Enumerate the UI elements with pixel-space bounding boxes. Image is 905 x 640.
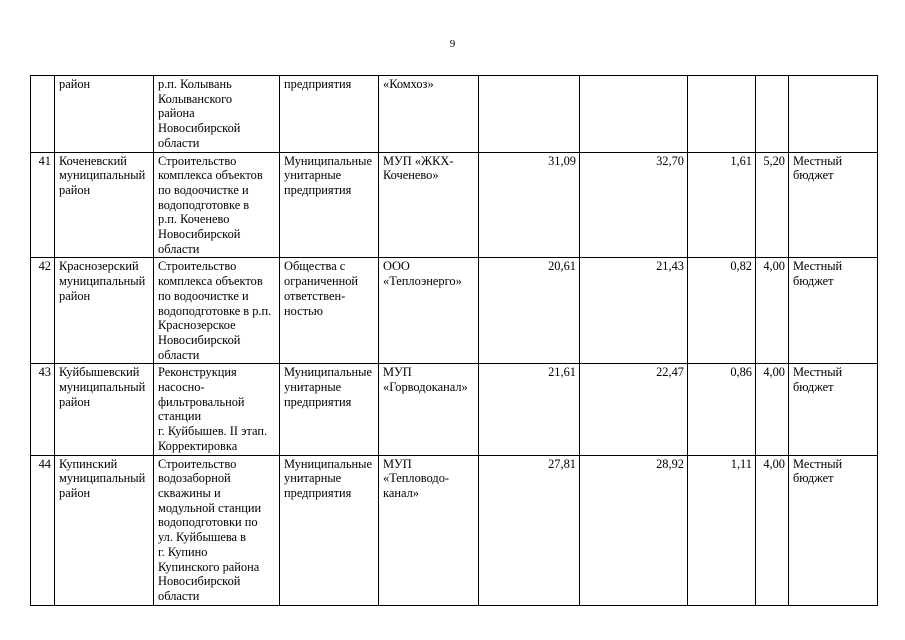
cell-org-form-line: унитарные (284, 380, 342, 395)
cell-project-line: водоподготовке в (158, 197, 250, 212)
cell-funding-source (789, 364, 878, 455)
cell-district-line: район (59, 288, 91, 303)
cell-org-form-line: предприятия (284, 394, 352, 409)
cell-project-line: скважины и (158, 485, 221, 500)
cell-project (154, 258, 280, 364)
cell-project-line: Строительство (158, 153, 237, 168)
cell-org-name-line: МУП «ЖКХ- (383, 153, 454, 168)
cell-org-form-line: ответствен- (284, 288, 346, 303)
cell-project-line: Новосибирской (158, 574, 241, 589)
cell-value-1: 21,61 (479, 364, 580, 455)
cell-project-line: области (158, 588, 200, 603)
table-row (31, 258, 878, 364)
cell-project-line: Краснозерское (158, 318, 236, 333)
cell-value-3: 0,82 (688, 258, 756, 364)
cell-project-line: водоподготовки по (158, 515, 258, 530)
cell-funding-source (789, 455, 878, 605)
cell-district-line: район (59, 485, 91, 500)
cell-row-number: 44 (31, 455, 55, 605)
investment-program-table (30, 75, 878, 606)
cell-district-line: муниципальный (59, 168, 146, 183)
cell-org-name-line: МУП (383, 456, 412, 471)
cell-district (55, 76, 154, 153)
cell-value-2 (580, 76, 688, 153)
cell-value-3 (688, 76, 756, 153)
cell-org-form (280, 455, 379, 605)
cell-value-1: 20,61 (479, 258, 580, 364)
cell-value-4: 4,00 (756, 364, 789, 455)
cell-value-2: 32,70 (580, 152, 688, 258)
cell-project-line: станции (158, 409, 202, 424)
cell-district-line: Куйбышевский (59, 365, 140, 380)
cell-district-line: муниципальный (59, 380, 146, 395)
cell-funding-source-line: Местный (793, 365, 843, 380)
cell-org-form (280, 152, 379, 258)
cell-org-form-line: предприятия (284, 182, 352, 197)
cell-project-line: г. Куйбышев. II этап. (158, 424, 268, 439)
cell-district (55, 455, 154, 605)
cell-project-line: комплекса объектов (158, 168, 263, 183)
cell-value-3: 0,86 (688, 364, 756, 455)
cell-project-line: области (158, 135, 200, 150)
cell-funding-source (789, 152, 878, 258)
cell-org-form-line: предприятия (284, 77, 352, 91)
cell-value-4: 4,00 (756, 455, 789, 605)
table-row (31, 455, 878, 605)
cell-org-name-line: ООО (383, 259, 410, 274)
cell-org-name-line: канал» (383, 485, 419, 500)
cell-district-line: Коченевский (59, 153, 127, 168)
cell-org-form-line: ностью (284, 303, 323, 318)
cell-value-2: 28,92 (580, 455, 688, 605)
cell-funding-source (789, 258, 878, 364)
cell-project-line: г. Купино (158, 544, 208, 559)
cell-org-form-line: Общества с (284, 259, 346, 274)
cell-org-form-line: предприятия (284, 485, 352, 500)
cell-project-line: Новосибирской (158, 227, 241, 242)
cell-project-line: Новосибирской (158, 121, 241, 136)
cell-project-line: района (158, 106, 195, 121)
page-number: 9 (449, 38, 456, 50)
cell-org-name-line: «Горводоканал» (383, 380, 468, 395)
cell-project-line: Строительство (158, 259, 237, 274)
cell-district (55, 258, 154, 364)
cell-row-number: 42 (31, 258, 55, 364)
cell-project-line: фильтровальной (158, 394, 245, 409)
cell-org-form-line: ограниченной (284, 274, 359, 289)
cell-district (55, 364, 154, 455)
table-body (31, 76, 878, 606)
cell-project-line: р.п. Колывань (158, 77, 232, 91)
cell-project-line: Корректировка (158, 438, 238, 453)
cell-project-line: р.п. Коченево (158, 212, 230, 227)
cell-org-name (379, 76, 479, 153)
cell-org-form-line: Муниципальные (284, 365, 372, 380)
cell-value-3: 1,11 (688, 455, 756, 605)
cell-project-line: модульной станции (158, 500, 262, 515)
cell-row-number (31, 76, 55, 153)
cell-project (154, 364, 280, 455)
cell-funding-source-line: бюджет (793, 380, 834, 395)
cell-project-line: по водоочистке и (158, 288, 249, 303)
cell-funding-source-line: бюджет (793, 274, 834, 289)
cell-project (154, 455, 280, 605)
cell-value-1: 27,81 (479, 455, 580, 605)
cell-funding-source-line: бюджет (793, 168, 834, 183)
cell-org-name (379, 455, 479, 605)
cell-project-line: комплекса объектов (158, 274, 263, 289)
cell-value-2: 21,43 (580, 258, 688, 364)
cell-org-name-line: «Теплоэнерго» (383, 274, 462, 289)
cell-org-form (280, 258, 379, 364)
cell-org-form (280, 364, 379, 455)
cell-funding-source-line: Местный (793, 456, 843, 471)
cell-row-number: 43 (31, 364, 55, 455)
cell-org-name-line: «Тепловодо- (383, 471, 450, 486)
cell-project-line: ул. Куйбышева в (158, 530, 246, 545)
cell-project-line: водозаборной (158, 471, 231, 486)
cell-district-line: район (59, 77, 91, 91)
cell-org-form-line: унитарные (284, 471, 342, 486)
cell-district-line: муниципальный (59, 274, 146, 289)
cell-district-line: муниципальный (59, 471, 146, 486)
cell-org-form-line: Муниципальные (284, 456, 372, 471)
cell-value-4: 5,20 (756, 152, 789, 258)
cell-project-line: Новосибирской (158, 332, 241, 347)
cell-project-line: Строительство (158, 456, 237, 471)
cell-project-line: области (158, 347, 200, 362)
cell-org-name-line: Коченево» (383, 168, 439, 183)
cell-project-line: по водоочистке и (158, 182, 249, 197)
cell-funding-source-line: Местный (793, 259, 843, 274)
cell-project-line: Купинского района (158, 559, 260, 574)
cell-funding-source-line: Местный (793, 153, 843, 168)
cell-district-line: Краснозерский (59, 259, 139, 274)
cell-district-line: район (59, 394, 91, 409)
cell-value-1 (479, 76, 580, 153)
cell-org-name (379, 152, 479, 258)
cell-project-line: области (158, 241, 200, 256)
cell-district-line: Купинский (59, 456, 118, 471)
cell-value-2: 22,47 (580, 364, 688, 455)
cell-value-4 (756, 76, 789, 153)
cell-project-line: Колыванского (158, 91, 233, 106)
cell-funding-source-line: бюджет (793, 471, 834, 486)
table-row (31, 76, 878, 153)
cell-org-form-line: Муниципальные (284, 153, 372, 168)
cell-project-line: Реконструкция (158, 365, 237, 380)
cell-org-name (379, 258, 479, 364)
cell-project-line: насосно- (158, 380, 205, 395)
cell-org-name-line: «Комхоз» (383, 77, 434, 91)
cell-project-line: водоподготовке в р.п. (158, 303, 272, 318)
cell-district-line: район (59, 182, 91, 197)
cell-org-name (379, 364, 479, 455)
cell-value-1: 31,09 (479, 152, 580, 258)
cell-org-name-line: МУП (383, 365, 412, 380)
cell-org-form-line: унитарные (284, 168, 342, 183)
cell-org-form (280, 76, 379, 153)
cell-value-3: 1,61 (688, 152, 756, 258)
cell-project (154, 152, 280, 258)
cell-row-number: 41 (31, 152, 55, 258)
table-row (31, 364, 878, 455)
cell-funding-source (789, 76, 878, 153)
cell-value-4: 4,00 (756, 258, 789, 364)
cell-district (55, 152, 154, 258)
cell-project (154, 76, 280, 153)
table-row (31, 152, 878, 258)
